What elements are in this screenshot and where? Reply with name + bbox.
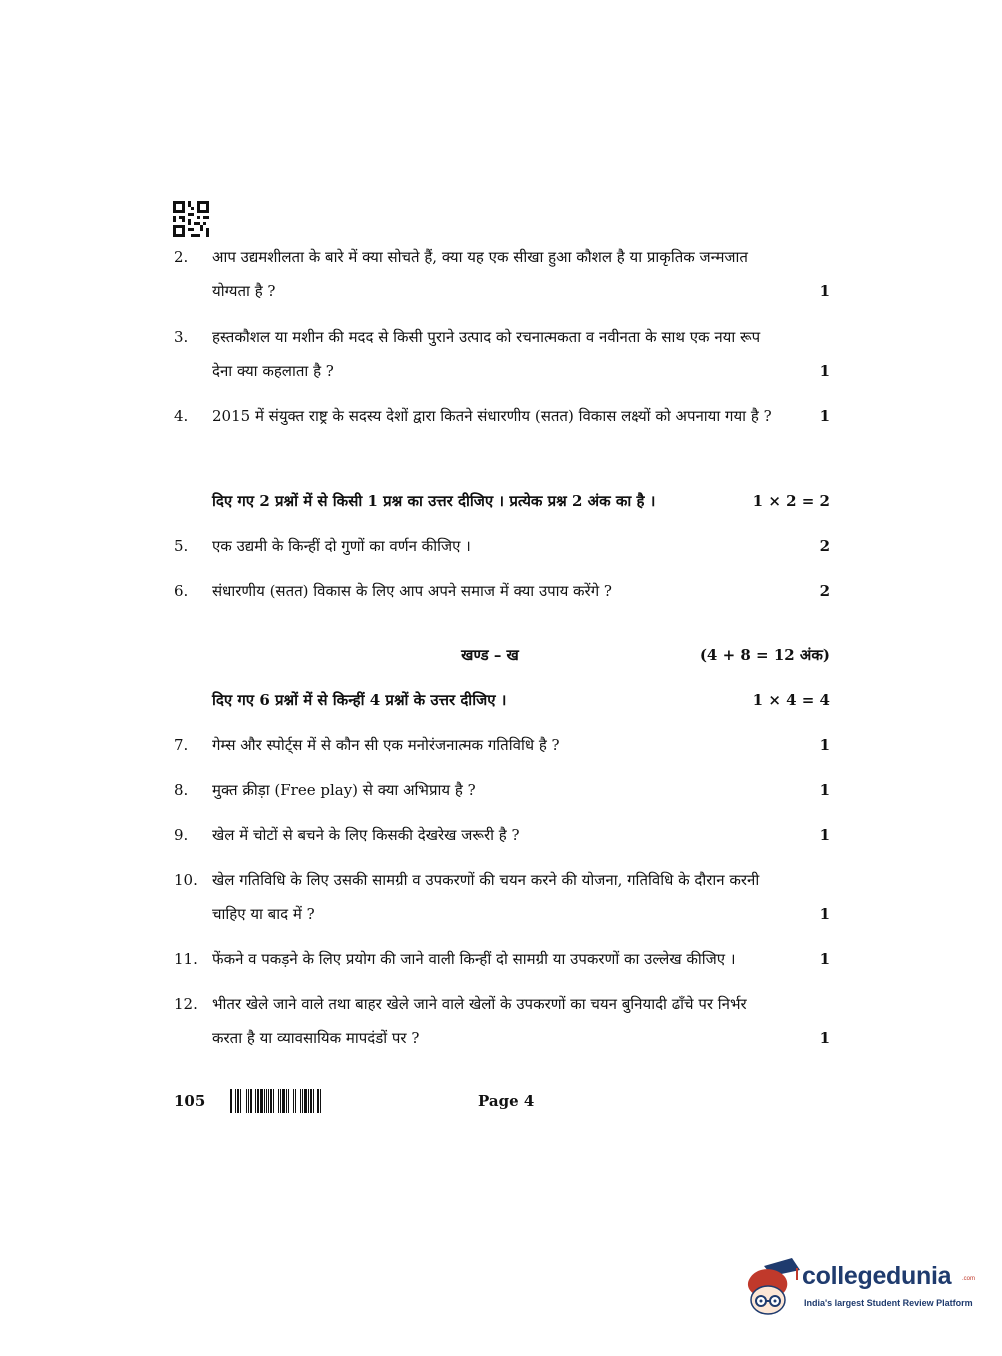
instruction-marks: 1 × 2 = 2 bbox=[752, 492, 830, 510]
question-marks: 1 bbox=[819, 407, 830, 425]
question-marks: 1 bbox=[819, 950, 830, 968]
question-number: 2. bbox=[174, 248, 189, 266]
barcode-bar bbox=[273, 1089, 274, 1113]
question-12 bbox=[174, 987, 830, 1055]
barcode-icon bbox=[230, 1089, 332, 1113]
barcode-bar bbox=[268, 1089, 269, 1113]
barcode-bar bbox=[286, 1089, 287, 1113]
barcode-bar bbox=[264, 1089, 265, 1113]
barcode-bar bbox=[288, 1089, 289, 1113]
question-number: 10. bbox=[174, 871, 198, 889]
question-text-cont: देना क्या कहलाता है ? bbox=[212, 362, 334, 380]
question-9 bbox=[174, 818, 830, 852]
question-10 bbox=[174, 863, 830, 931]
barcode-bar bbox=[257, 1089, 259, 1113]
question-number: 7. bbox=[174, 736, 189, 754]
mascot-icon bbox=[742, 1256, 804, 1318]
question-marks: 1 bbox=[819, 826, 830, 844]
question-number: 5. bbox=[174, 537, 189, 555]
barcode-bar bbox=[302, 1089, 303, 1113]
barcode-bar bbox=[248, 1089, 249, 1113]
question-5 bbox=[174, 529, 830, 563]
question-marks: 1 bbox=[819, 282, 830, 300]
paper-code: 105 bbox=[174, 1092, 206, 1110]
instruction-text: दिए गए 2 प्रश्नों में से किसी 1 प्रश्न का उत्तर दीजिए । प्रत्येक प्रश्न 2 अंक का है । bbox=[212, 492, 656, 510]
page-number: Page 4 bbox=[478, 1092, 535, 1110]
question-8 bbox=[174, 773, 830, 807]
logo-tagline: India's largest Student Review Platform bbox=[804, 1298, 973, 1308]
barcode-bar bbox=[230, 1089, 232, 1113]
question-text: संधारणीय (सतत) विकास के लिए आप अपने समाज में क्या उपाय करेंगे ? bbox=[212, 582, 612, 600]
question-text: भीतर खेले जाने वाले तथा बाहर खेले जाने वाले खेलों के उपकरणों का चयन बुनियादी ढाँचे पर निर्भर bbox=[212, 995, 747, 1013]
barcode-bar bbox=[308, 1089, 309, 1113]
question-2 bbox=[174, 240, 830, 308]
barcode-bar bbox=[237, 1089, 239, 1113]
barcode-bar bbox=[293, 1089, 294, 1113]
question-text-cont: चाहिए या बाद में ? bbox=[212, 905, 315, 923]
barcode-bar bbox=[240, 1089, 241, 1113]
barcode-bar bbox=[295, 1089, 296, 1113]
logo-dotcom: .com bbox=[962, 1276, 976, 1282]
question-marks: 1 bbox=[819, 905, 830, 923]
question-marks: 1 bbox=[819, 781, 830, 799]
question-number: 3. bbox=[174, 328, 189, 346]
logo-wordmark: collegedunia bbox=[802, 1262, 952, 1290]
question-number: 12. bbox=[174, 995, 198, 1013]
barcode-bar bbox=[270, 1089, 272, 1113]
barcode-bar bbox=[260, 1089, 263, 1113]
instruction-1 bbox=[174, 484, 830, 518]
question-text: खेल गतिविधि के लिए उसकी सामग्री व उपकरणों की चयन करने की योजना, गतिविधि के दौरान करनी bbox=[212, 871, 760, 889]
question-number: 8. bbox=[174, 781, 189, 799]
barcode-bar bbox=[266, 1089, 267, 1113]
question-marks: 1 bbox=[819, 1029, 830, 1047]
question-number: 4. bbox=[174, 407, 189, 425]
question-text: खेल में चोटों से बचने के लिए किसकी देखरेख जरूरी है ? bbox=[212, 826, 520, 844]
qr-code-icon bbox=[173, 201, 209, 237]
barcode-bar bbox=[282, 1089, 285, 1113]
question-text: गेम्स और स्पोर्ट्स में से कौन सी एक मनोरंजनात्मक गतिविधि है ? bbox=[212, 736, 560, 754]
section-title: खण्ड – ख bbox=[461, 646, 519, 664]
barcode-bar bbox=[304, 1089, 307, 1113]
question-text: हस्तकौशल या मशीन की मदद से किसी पुराने उत्पाद को रचनात्मकता व नवीनता के साथ एक नया रूप bbox=[212, 328, 761, 346]
question-text: आप उद्यमशीलता के बारे में क्या सोचते हैं, क्या यह एक सीखा हुआ कौशल है या प्राकृतिक जन्मजात bbox=[212, 248, 748, 266]
question-text: मुक्त क्रीड़ा (Free play) से क्या अभिप्राय है ? bbox=[212, 781, 476, 799]
barcode-bar bbox=[280, 1089, 281, 1113]
barcode-bar bbox=[310, 1089, 312, 1113]
barcode-bar bbox=[300, 1089, 301, 1113]
barcode-bar bbox=[250, 1089, 252, 1113]
question-7 bbox=[174, 728, 830, 762]
question-3 bbox=[174, 320, 830, 388]
barcode-bar bbox=[317, 1089, 319, 1113]
question-4 bbox=[174, 399, 830, 433]
question-marks: 1 bbox=[819, 362, 830, 380]
question-number: 9. bbox=[174, 826, 189, 844]
instruction-marks: 1 × 4 = 4 bbox=[752, 691, 830, 709]
barcode-bar bbox=[246, 1089, 247, 1113]
instruction-2 bbox=[174, 683, 830, 717]
barcode-bar bbox=[320, 1089, 321, 1113]
question-text: फेंकने व पकड़ने के लिए प्रयोग की जाने वाली किन्हीं दो सामग्री या उपकरणों का उल्लेख कीजिए । bbox=[212, 950, 736, 968]
barcode-bar bbox=[313, 1089, 314, 1113]
question-number: 6. bbox=[174, 582, 189, 600]
question-6 bbox=[174, 574, 830, 608]
section-marks: (4 + 8 = 12 अंक) bbox=[699, 646, 830, 664]
question-marks: 2 bbox=[819, 537, 830, 555]
question-text: एक उद्यमी के किन्हीं दो गुणों का वर्णन कीजिए । bbox=[212, 537, 471, 555]
instruction-text: दिए गए 6 प्रश्नों में से किन्हीं 4 प्रश्नों के उत्तर दीजिए । bbox=[212, 691, 507, 709]
question-text-cont: योग्यता है ? bbox=[212, 282, 276, 300]
question-11 bbox=[174, 942, 830, 976]
question-marks: 2 bbox=[819, 582, 830, 600]
question-marks: 1 bbox=[819, 736, 830, 754]
question-number: 11. bbox=[174, 950, 198, 968]
barcode-bar bbox=[255, 1089, 256, 1113]
collegedunia-logo bbox=[742, 1250, 976, 1320]
barcode-bar bbox=[235, 1089, 236, 1113]
question-text: 2015 में संयुक्त राष्ट्र के सदस्य देशों द्वारा कितने संधारणीय (सतत) विकास लक्ष्यों को अपनाया गया है ? bbox=[212, 407, 772, 425]
barcode-bar bbox=[278, 1089, 279, 1113]
question-text-cont: करता है या व्यावसायिक मापदंडों पर ? bbox=[212, 1029, 420, 1047]
